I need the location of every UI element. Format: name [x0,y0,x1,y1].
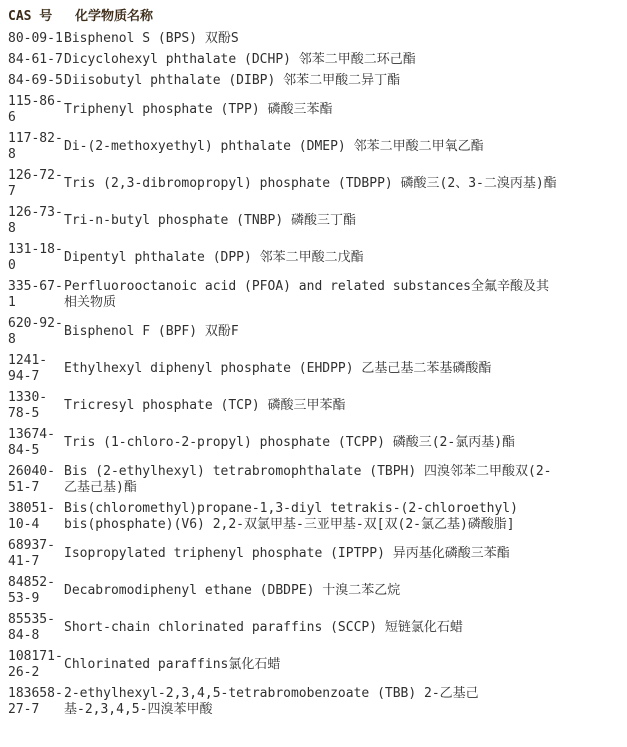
cas-number-cell: 84-61-7 [8,52,63,67]
table-row [8,684,558,721]
table-row [8,647,558,684]
cas-number-cell: 108171-26-2 [8,649,63,680]
substance-name-cell: Short-chain chlorinated paraffins (SCCP) 短链氯化石蜡 [64,620,463,635]
table-row [8,573,558,610]
cas-number-cell: 126-72-7 [8,168,63,199]
substance-name-cell: Diisobutyl phthalate (DIBP) 邻苯二甲酸二异丁酯 [64,73,401,88]
table-row [8,536,558,573]
table-row [8,71,558,92]
substance-name-cell: Isopropylated triphenyl phosphate (IPTPP) 异丙基化磷酸三苯酯 [64,546,510,561]
table-row [8,29,558,50]
table-header-row [8,8,558,29]
cas-number-cell: 84-69-5 [8,73,63,88]
substance-name-cell: Bis (2-ethylhexyl) tetrabromophthalate (TBPH) 四溴邻苯二甲酸双(2-乙基己基)酯 [64,464,552,495]
substance-name-cell: Chlorinated paraffins氯化石蜡 [64,657,281,672]
substance-name-cell: Bisphenol S (BPS) 双酚S [64,31,239,46]
substance-name-cell: Decabromodiphenyl ethane (DBDPE) 十溴二苯乙烷 [64,583,401,598]
substance-name-cell: Tris (2,3-dibromopropyl) phosphate (TDBPP) 磷酸三(2、3-二溴丙基)酯 [64,176,557,191]
table-row [8,499,558,536]
cas-number-cell: 26040-51-7 [8,464,55,495]
substance-name-cell: Di-(2-methoxyethyl) phthalate (DMEP) 邻苯二甲酸二甲氧乙酯 [64,139,484,154]
cas-number-cell: 68937-41-7 [8,538,55,569]
cas-number-cell: 183658-27-7 [8,686,63,717]
cas-number-cell: 80-09-1 [8,31,63,46]
cas-number-cell: 335-67-1 [8,279,63,310]
cas-number-cell: 1241-94-7 [8,353,48,384]
cas-number-cell: 131-18-0 [8,242,63,273]
cas-number-cell: 38051-10-4 [8,501,55,532]
table-row [8,462,558,499]
table-row [8,425,558,462]
table-row [8,92,558,129]
substance-name-cell: Dicyclohexyl phthalate (DCHP) 邻苯二甲酸二环己酯 [64,52,416,67]
table-row [8,240,558,277]
substance-name-cell: Dipentyl phthalate (DPP) 邻苯二甲酸二戊酯 [64,250,364,265]
substance-name-cell: Triphenyl phosphate (TPP) 磷酸三苯酯 [64,102,333,117]
substance-name-cell: Bisphenol F (BPF) 双酚F [64,324,239,339]
table-row [8,203,558,240]
substance-name-cell: Bis(chloromethyl)propane-1,3-diyl tetrakis-(2-chloroethyl) bis(phosphate)(V6) 2,2-双氯甲基-三亚甲基-双[双(2-氯乙基)磷酸脂] [64,501,518,532]
column-header-cas: CAS 号 [8,9,53,24]
table-row [8,314,558,351]
column-header-name: 化学物质名称 [75,9,154,24]
substance-name-cell: Perfluorooctanoic acid (PFOA) and related substances全氟辛酸及其相关物质 [64,279,549,310]
table-row [8,351,558,388]
substance-name-cell: Tri-n-butyl phosphate (TNBP) 磷酸三丁酯 [64,213,356,228]
substance-name-cell: Tris (1-chloro-2-propyl) phosphate (TCPP) 磷酸三(2-氯丙基)酯 [64,435,516,450]
cas-number-cell: 126-73-8 [8,205,63,236]
table-row [8,388,558,425]
cas-number-cell: 85535-84-8 [8,612,55,643]
cas-number-cell: 84852-53-9 [8,575,55,606]
cas-number-cell: 117-82-8 [8,131,63,162]
substance-name-cell: 2-ethylhexyl-2,3,4,5-tetrabromobenzoate (TBB) 2-乙基己基-2,3,4,5-四溴苯甲酸 [64,686,479,717]
table-body [8,29,558,721]
cas-number-cell: 1330-78-5 [8,390,48,421]
substance-name-cell: Ethylhexyl diphenyl phosphate (EHDPP) 乙基己基二苯基磷酸酯 [64,361,492,376]
table-row [8,610,558,647]
cas-number-cell: 620-92-8 [8,316,63,347]
chemical-substances-table [8,8,558,721]
cas-number-cell: 13674-84-5 [8,427,55,458]
table-row [8,50,558,71]
table-row [8,129,558,166]
cas-number-cell: 115-86-6 [8,94,63,125]
table-row [8,166,558,203]
substance-name-cell: Tricresyl phosphate (TCP) 磷酸三甲苯酯 [64,398,346,413]
table-row [8,277,558,314]
